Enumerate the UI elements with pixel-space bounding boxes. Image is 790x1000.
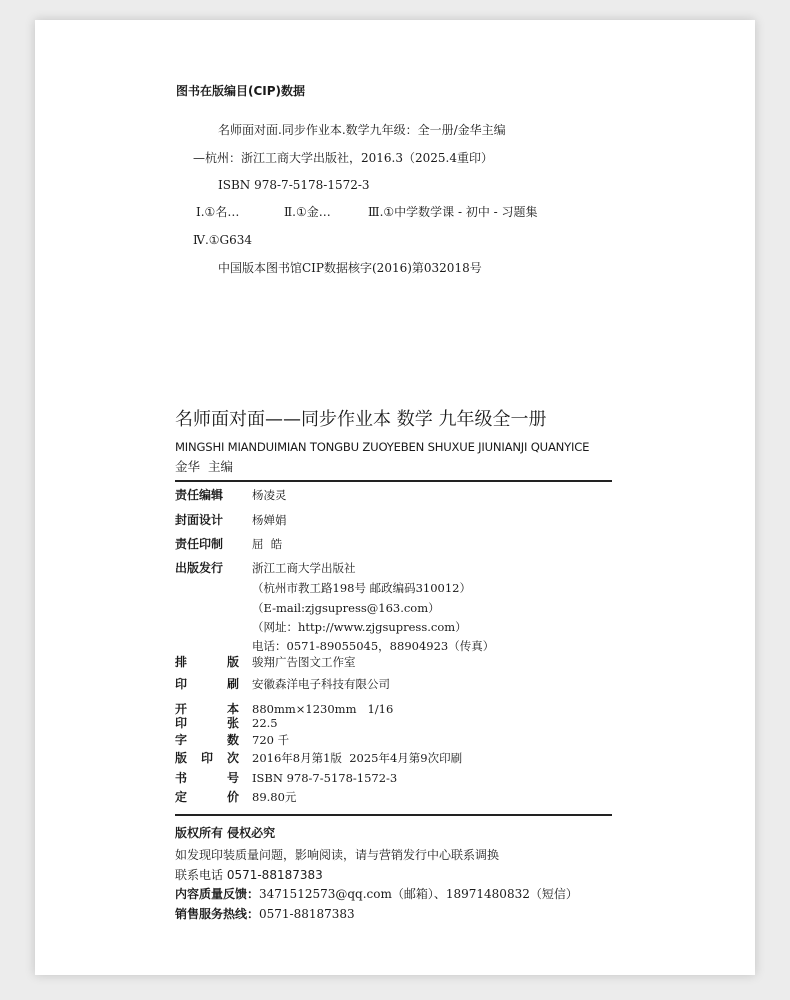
spec-label-char: 开 [175,702,188,716]
spec-label-char: 本 [226,702,239,716]
spec-label-char: 印 [175,716,188,730]
credit-value: 屈 皓 [252,537,283,551]
spec-label-char: 排 [175,655,188,669]
credit-label: 封面设计 [175,513,224,527]
spec-label [175,716,239,730]
publisher-detail: （网址：http://www.zjgsupress.com） [252,620,467,634]
spec-label-char: 号 [226,771,239,785]
quality-notice: 如发现印装质量问题，影响阅读，请与营销发行中心联系调换 [175,848,500,862]
sales-value: 0571-88187383 [259,907,355,921]
spec-value: 89.80元 [252,790,297,804]
spec-label-char: 版 [175,751,188,765]
spec-label [175,655,239,669]
spec-value: 22.5 [252,716,278,730]
spec-label-char: 版 [226,655,239,669]
divider [175,480,612,482]
credit-label: 出版发行 [175,561,224,575]
cip-line: 名师面对面.同步作业本.数学九年级：全一册/金华主编 [218,123,506,137]
spec-label [175,751,239,765]
cip-line: Ⅱ.①金… [284,205,331,219]
spec-value: ISBN 978-7-5178-1572-3 [252,771,398,785]
spec-value: 880mm×1230mm 1/16 [252,702,394,716]
spec-label-char: 印 [175,677,188,691]
spec-label-char: 价 [226,790,239,804]
publisher-detail: （杭州市教工路198号 邮政编码310012） [252,581,472,595]
feedback-value: 3471512573@qq.com（邮箱）、18971480832（短信） [259,887,578,901]
cip-line: 中国版本图书馆CIP数据核字(2016)第032018号 [218,261,482,275]
book-editor: 金华 主编 [175,459,233,474]
credit-value: 杨凌灵 [252,488,287,502]
spec-value: 2016年8月第1版 2025年4月第9次印刷 [252,751,463,765]
credit-value: 浙江工商大学出版社 [252,561,356,575]
spec-label-char: 字 [175,733,188,747]
spec-label [175,733,239,747]
spec-label-char: 张 [226,716,239,730]
book-pinyin: MINGSHI MIANDUIMIAN TONGBU ZUOYEBEN SHUXUE JIUNIANJI QUANYICE [175,440,590,454]
spec-label [175,702,239,716]
credit-value: 杨婵娟 [252,513,287,527]
cip-line: Ⅰ.①名… [196,205,240,219]
spec-label [175,771,239,785]
cip-line: —杭州：浙江工商大学出版社，2016.3（2025.4重印） [193,151,493,165]
cip-line: Ⅳ.①G634 [193,233,253,247]
spec-value: 安徽森洋电子科技有限公司 [252,677,390,691]
credit-label: 责任印制 [175,537,224,551]
divider [175,814,612,816]
spec-label-char: 刷 [226,677,239,691]
spec-label-char: 印 [200,751,213,765]
cip-line: ISBN 978-7-5178-1572-3 [218,178,370,192]
spec-label [175,677,239,691]
cip-heading: 图书在版编目(CIP)数据 [176,84,306,98]
spec-label-char: 书 [175,771,188,785]
spec-label [175,790,239,804]
spec-label-char: 数 [226,733,239,747]
contact-phone: 联系电话 0571-88187383 [175,868,323,882]
feedback-label: 内容质量反馈： [175,887,260,901]
cip-line: Ⅲ.①中学数学课 - 初中 - 习题集 [368,205,538,219]
spec-label-char: 定 [175,790,188,804]
rights-notice: 版权所有 侵权必究 [175,826,276,840]
book-title: 名师面对面——同步作业本 数学 九年级全一册 [175,409,547,430]
publisher-detail: （E-mail:zjgsupress@163.com） [252,601,440,615]
spec-value: 720 千 [252,733,290,747]
spec-value: 骏翔广告图文工作室 [252,655,356,669]
sales-label: 销售服务热线： [175,907,260,921]
credit-label: 责任编辑 [175,488,224,502]
spec-label-char: 次 [226,751,239,765]
publisher-detail: 电话：0571-89055045，88904923（传真） [252,639,495,653]
